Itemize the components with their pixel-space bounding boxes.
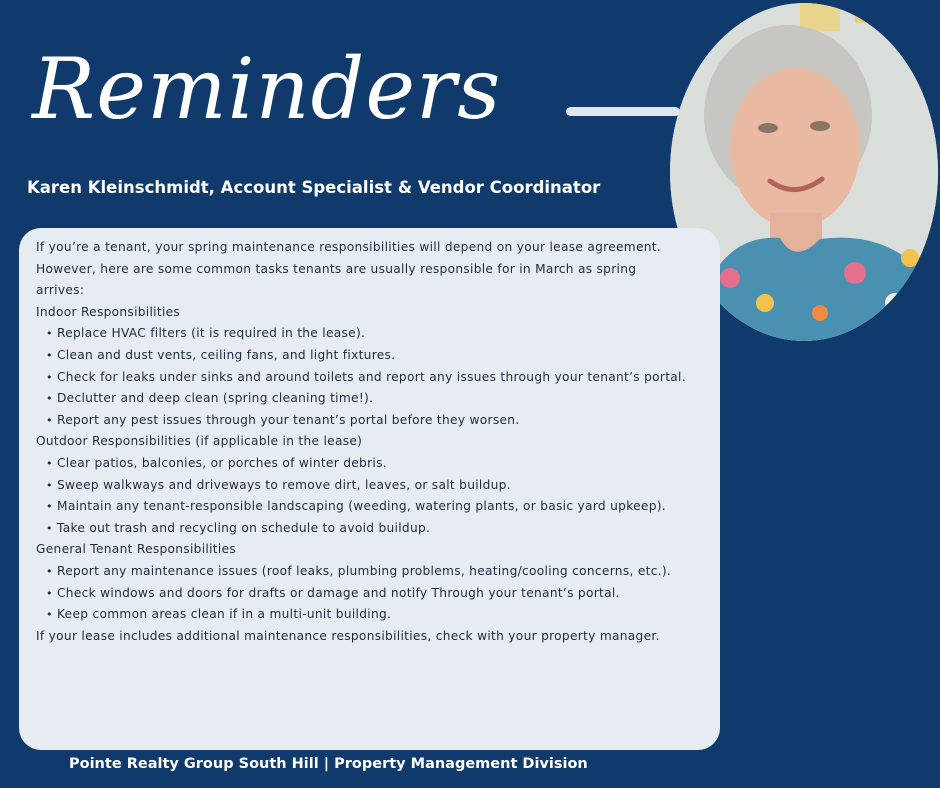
- section-heading-general: General Tenant Responsibilities: [36, 542, 236, 557]
- list-item: • Report any pest issues through your tenant’s portal before they worsen.: [36, 410, 686, 432]
- list-item: • Keep common areas clean if in a multi-unit building.: [36, 604, 686, 626]
- subtitle: Karen Kleinschmidt, Account Specialist & Vendor Coordinator: [27, 178, 601, 197]
- intro-text: If you’re a tenant, your spring maintenance responsibilities will depend on your lease agreement. However, here are some common tasks tenants are usually responsible for in March as spring arrives:: [36, 240, 662, 298]
- list-item: • Maintain any tenant-responsible landscaping (weeding, watering plants, or basic yard upkeep).: [36, 496, 686, 518]
- page-title: Reminders: [32, 40, 502, 138]
- list-item: • Report any maintenance issues (roof leaks, plumbing problems, heating/cooling concerns, etc.).: [36, 561, 686, 583]
- footer-text: Pointe Realty Group South Hill | Property Management Division: [69, 756, 588, 772]
- list-item: • Clean and dust vents, ceiling fans, and light fixtures.: [36, 345, 686, 367]
- outdoor-list: [36, 453, 686, 539]
- list-item: • Check windows and doors for drafts or damage and notify Through your tenant’s portal.: [36, 583, 686, 605]
- list-item: • Replace HVAC filters (it is required in the lease).: [36, 323, 686, 345]
- section-heading-indoor: Indoor Responsibilities: [36, 304, 181, 319]
- list-item: • Clear patios, balconies, or porches of winter debris.: [36, 453, 686, 475]
- general-list: [36, 561, 686, 626]
- section-heading-outdoor: Outdoor Responsibilities (if applicable in the lease): [36, 434, 363, 449]
- list-item: • Check for leaks under sinks and around toilets and report any issues through your tenant’s portal.: [36, 367, 686, 389]
- list-item: • Declutter and deep clean (spring cleaning time!).: [36, 388, 686, 410]
- decorative-dash: [566, 107, 680, 116]
- closing-text: If your lease includes additional maintenance responsibilities, check with your property manager.: [36, 628, 660, 643]
- indoor-list: [36, 323, 686, 431]
- list-item: • Sweep walkways and driveways to remove dirt, leaves, or salt buildup.: [36, 475, 686, 497]
- list-item: • Take out trash and recycling on schedule to avoid buildup.: [36, 518, 686, 540]
- reminders-content: [36, 237, 686, 647]
